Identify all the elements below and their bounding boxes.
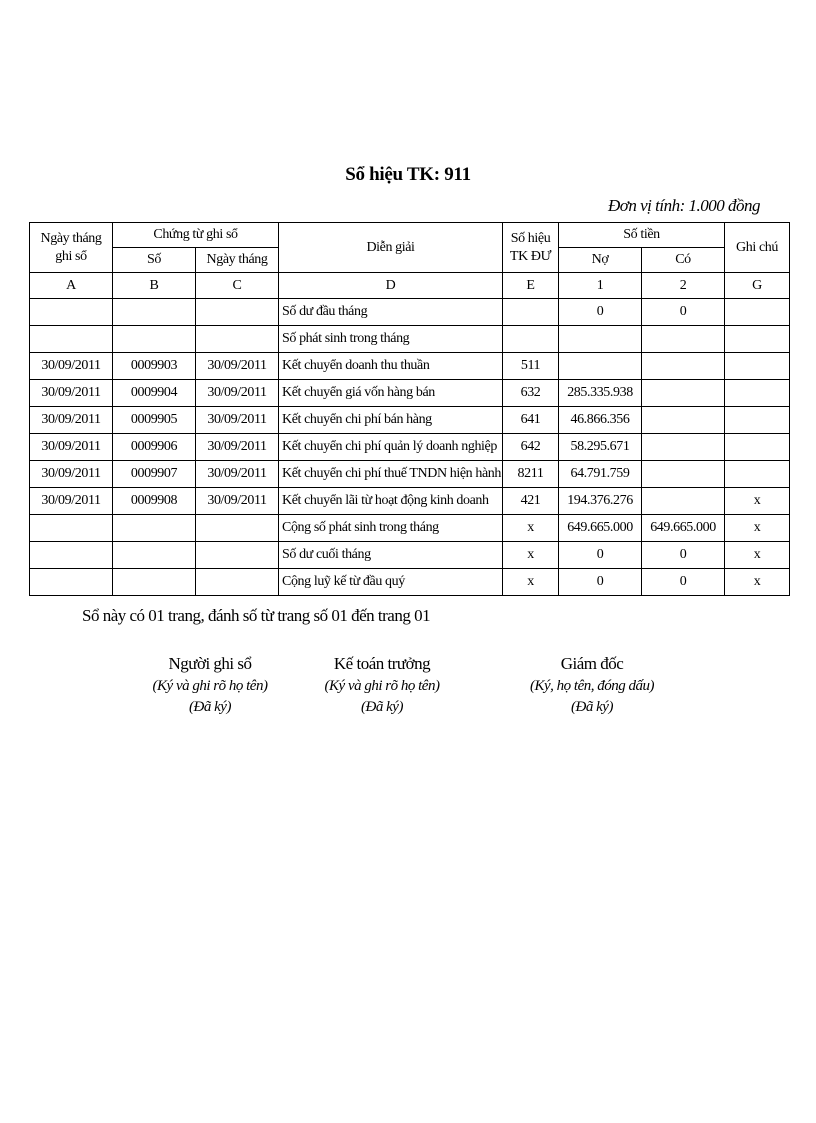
header-description: Diễn giải — [279, 223, 503, 273]
signature-recorder — [120, 654, 300, 716]
signature-status: (Đã ký) — [361, 699, 403, 715]
cell-credit — [642, 434, 725, 461]
cell-credit — [642, 488, 725, 515]
cell-debit: 285.335.938 — [559, 380, 642, 407]
cell-note — [725, 380, 790, 407]
cell-voucher-date — [196, 326, 279, 353]
cell-credit — [642, 326, 725, 353]
header-voucher-date: Ngày tháng — [196, 248, 279, 273]
table-row — [30, 299, 790, 326]
page-count-note: Sổ này có 01 trang, đánh số từ trang số 01 đến trang 01 — [82, 606, 431, 625]
cell-voucher-no — [113, 515, 196, 542]
column-letter: 2 — [642, 273, 725, 299]
cell-credit: 0 — [642, 299, 725, 326]
cell-credit: 0 — [642, 542, 725, 569]
cell-note: x — [725, 542, 790, 569]
cell-date: 30/09/2011 — [30, 380, 113, 407]
cell-note: x — [725, 515, 790, 542]
cell-debit: 194.376.276 — [559, 488, 642, 515]
cell-voucher-no: 0009906 — [113, 434, 196, 461]
cell-voucher-no — [113, 542, 196, 569]
cell-account — [503, 299, 559, 326]
cell-account: 511 — [503, 353, 559, 380]
unit-note: Đơn vị tính: 1.000 đồng — [608, 196, 760, 215]
cell-debit — [559, 326, 642, 353]
cell-voucher-date: 30/09/2011 — [196, 380, 279, 407]
column-letter: B — [113, 273, 196, 299]
cell-credit — [642, 380, 725, 407]
table-row — [30, 380, 790, 407]
cell-voucher-no — [113, 569, 196, 596]
cell-date — [30, 326, 113, 353]
cell-voucher-no: 0009903 — [113, 353, 196, 380]
column-letter: C — [196, 273, 279, 299]
cell-description: Kết chuyển chi phí bán hàng — [279, 407, 503, 434]
cell-credit: 649.665.000 — [642, 515, 725, 542]
cell-voucher-date — [196, 569, 279, 596]
cell-note — [725, 434, 790, 461]
cell-note — [725, 326, 790, 353]
signature-role: Người ghi sổ — [168, 654, 252, 673]
cell-description: Số dư cuối tháng — [279, 542, 503, 569]
cell-debit: 649.665.000 — [559, 515, 642, 542]
cell-account: 632 — [503, 380, 559, 407]
cell-date — [30, 515, 113, 542]
cell-account: 641 — [503, 407, 559, 434]
cell-description: Kết chuyển lãi từ hoạt động kinh doanh — [279, 488, 503, 515]
cell-account: x — [503, 542, 559, 569]
cell-description: Kết chuyển doanh thu thuần — [279, 353, 503, 380]
header-voucher-no: Số — [113, 248, 196, 273]
cell-description: Kết chuyển giá vốn hàng bán — [279, 380, 503, 407]
column-letter: G — [725, 273, 790, 299]
cell-voucher-date: 30/09/2011 — [196, 407, 279, 434]
column-letter: D — [279, 273, 503, 299]
cell-account: x — [503, 515, 559, 542]
cell-voucher-no: 0009908 — [113, 488, 196, 515]
cell-voucher-date — [196, 515, 279, 542]
header-note: Ghi chú — [725, 223, 790, 273]
cell-date: 30/09/2011 — [30, 461, 113, 488]
cell-note — [725, 299, 790, 326]
cell-voucher-date — [196, 299, 279, 326]
cell-account — [503, 326, 559, 353]
cell-voucher-no: 0009907 — [113, 461, 196, 488]
cell-note — [725, 461, 790, 488]
signature-status: (Đã ký) — [571, 699, 613, 715]
header-account: Số hiệu TK ĐƯ — [503, 223, 559, 273]
table-row — [30, 488, 790, 515]
header-row-1 — [30, 223, 790, 248]
cell-credit — [642, 407, 725, 434]
cell-voucher-date — [196, 542, 279, 569]
header-date-recorded: Ngày tháng ghi sổ — [30, 223, 113, 273]
cell-credit: 0 — [642, 569, 725, 596]
table-row — [30, 434, 790, 461]
header-credit: Có — [642, 248, 725, 273]
cell-description: Kết chuyển chi phí quản lý doanh nghiệp — [279, 434, 503, 461]
cell-note: x — [725, 488, 790, 515]
cell-date — [30, 299, 113, 326]
header-amount: Số tiền — [559, 223, 725, 248]
cell-description: Kết chuyển chi phí thuế TNDN hiện hành — [279, 461, 503, 488]
column-letter: 1 — [559, 273, 642, 299]
table-row — [30, 461, 790, 488]
cell-debit — [559, 353, 642, 380]
ledger-table — [29, 222, 790, 596]
cell-description: Số phát sinh trong tháng — [279, 326, 503, 353]
column-letter-row — [30, 273, 790, 299]
signature-instruction: (Ký, họ tên, đóng dấu) — [530, 678, 654, 694]
cell-description: Cộng số phát sinh trong tháng — [279, 515, 503, 542]
cell-date — [30, 542, 113, 569]
signature-director — [502, 654, 682, 716]
table-row — [30, 542, 790, 569]
signature-role: Kế toán trưởng — [333, 654, 431, 673]
cell-description: Cộng luỹ kế từ đầu quý — [279, 569, 503, 596]
table-row — [30, 326, 790, 353]
header-voucher: Chứng từ ghi sổ — [113, 223, 279, 248]
column-letter: A — [30, 273, 113, 299]
signature-instruction: (Ký và ghi rõ họ tên) — [324, 678, 440, 694]
signature-instruction: (Ký và ghi rõ họ tên) — [152, 678, 268, 694]
cell-note: x — [725, 569, 790, 596]
header-debit: Nợ — [559, 248, 642, 273]
cell-description: Số dư đầu tháng — [279, 299, 503, 326]
cell-date: 30/09/2011 — [30, 434, 113, 461]
cell-voucher-no — [113, 326, 196, 353]
cell-debit: 58.295.671 — [559, 434, 642, 461]
cell-date: 30/09/2011 — [30, 407, 113, 434]
cell-account: 8211 — [503, 461, 559, 488]
cell-voucher-date: 30/09/2011 — [196, 434, 279, 461]
ledger-title: Sổ hiệu TK: 911 — [345, 164, 471, 185]
signature-chief-accountant — [292, 654, 472, 716]
cell-voucher-date: 30/09/2011 — [196, 488, 279, 515]
column-letter: E — [503, 273, 559, 299]
cell-voucher-no — [113, 299, 196, 326]
cell-voucher-no: 0009905 — [113, 407, 196, 434]
cell-debit: 0 — [559, 542, 642, 569]
cell-account: x — [503, 569, 559, 596]
table-row — [30, 407, 790, 434]
cell-voucher-date: 30/09/2011 — [196, 461, 279, 488]
cell-note — [725, 353, 790, 380]
cell-credit — [642, 461, 725, 488]
cell-debit: 46.866.356 — [559, 407, 642, 434]
table-row — [30, 515, 790, 542]
cell-debit: 0 — [559, 569, 642, 596]
cell-voucher-no: 0009904 — [113, 380, 196, 407]
signature-role: Giám đốc — [560, 654, 624, 673]
cell-debit: 64.791.759 — [559, 461, 642, 488]
table-row — [30, 569, 790, 596]
cell-account: 642 — [503, 434, 559, 461]
cell-credit — [642, 353, 725, 380]
cell-note — [725, 407, 790, 434]
cell-date: 30/09/2011 — [30, 353, 113, 380]
cell-date: 30/09/2011 — [30, 488, 113, 515]
table-row — [30, 353, 790, 380]
cell-account: 421 — [503, 488, 559, 515]
cell-voucher-date: 30/09/2011 — [196, 353, 279, 380]
cell-debit: 0 — [559, 299, 642, 326]
signature-status: (Đã ký) — [189, 699, 231, 715]
cell-date — [30, 569, 113, 596]
